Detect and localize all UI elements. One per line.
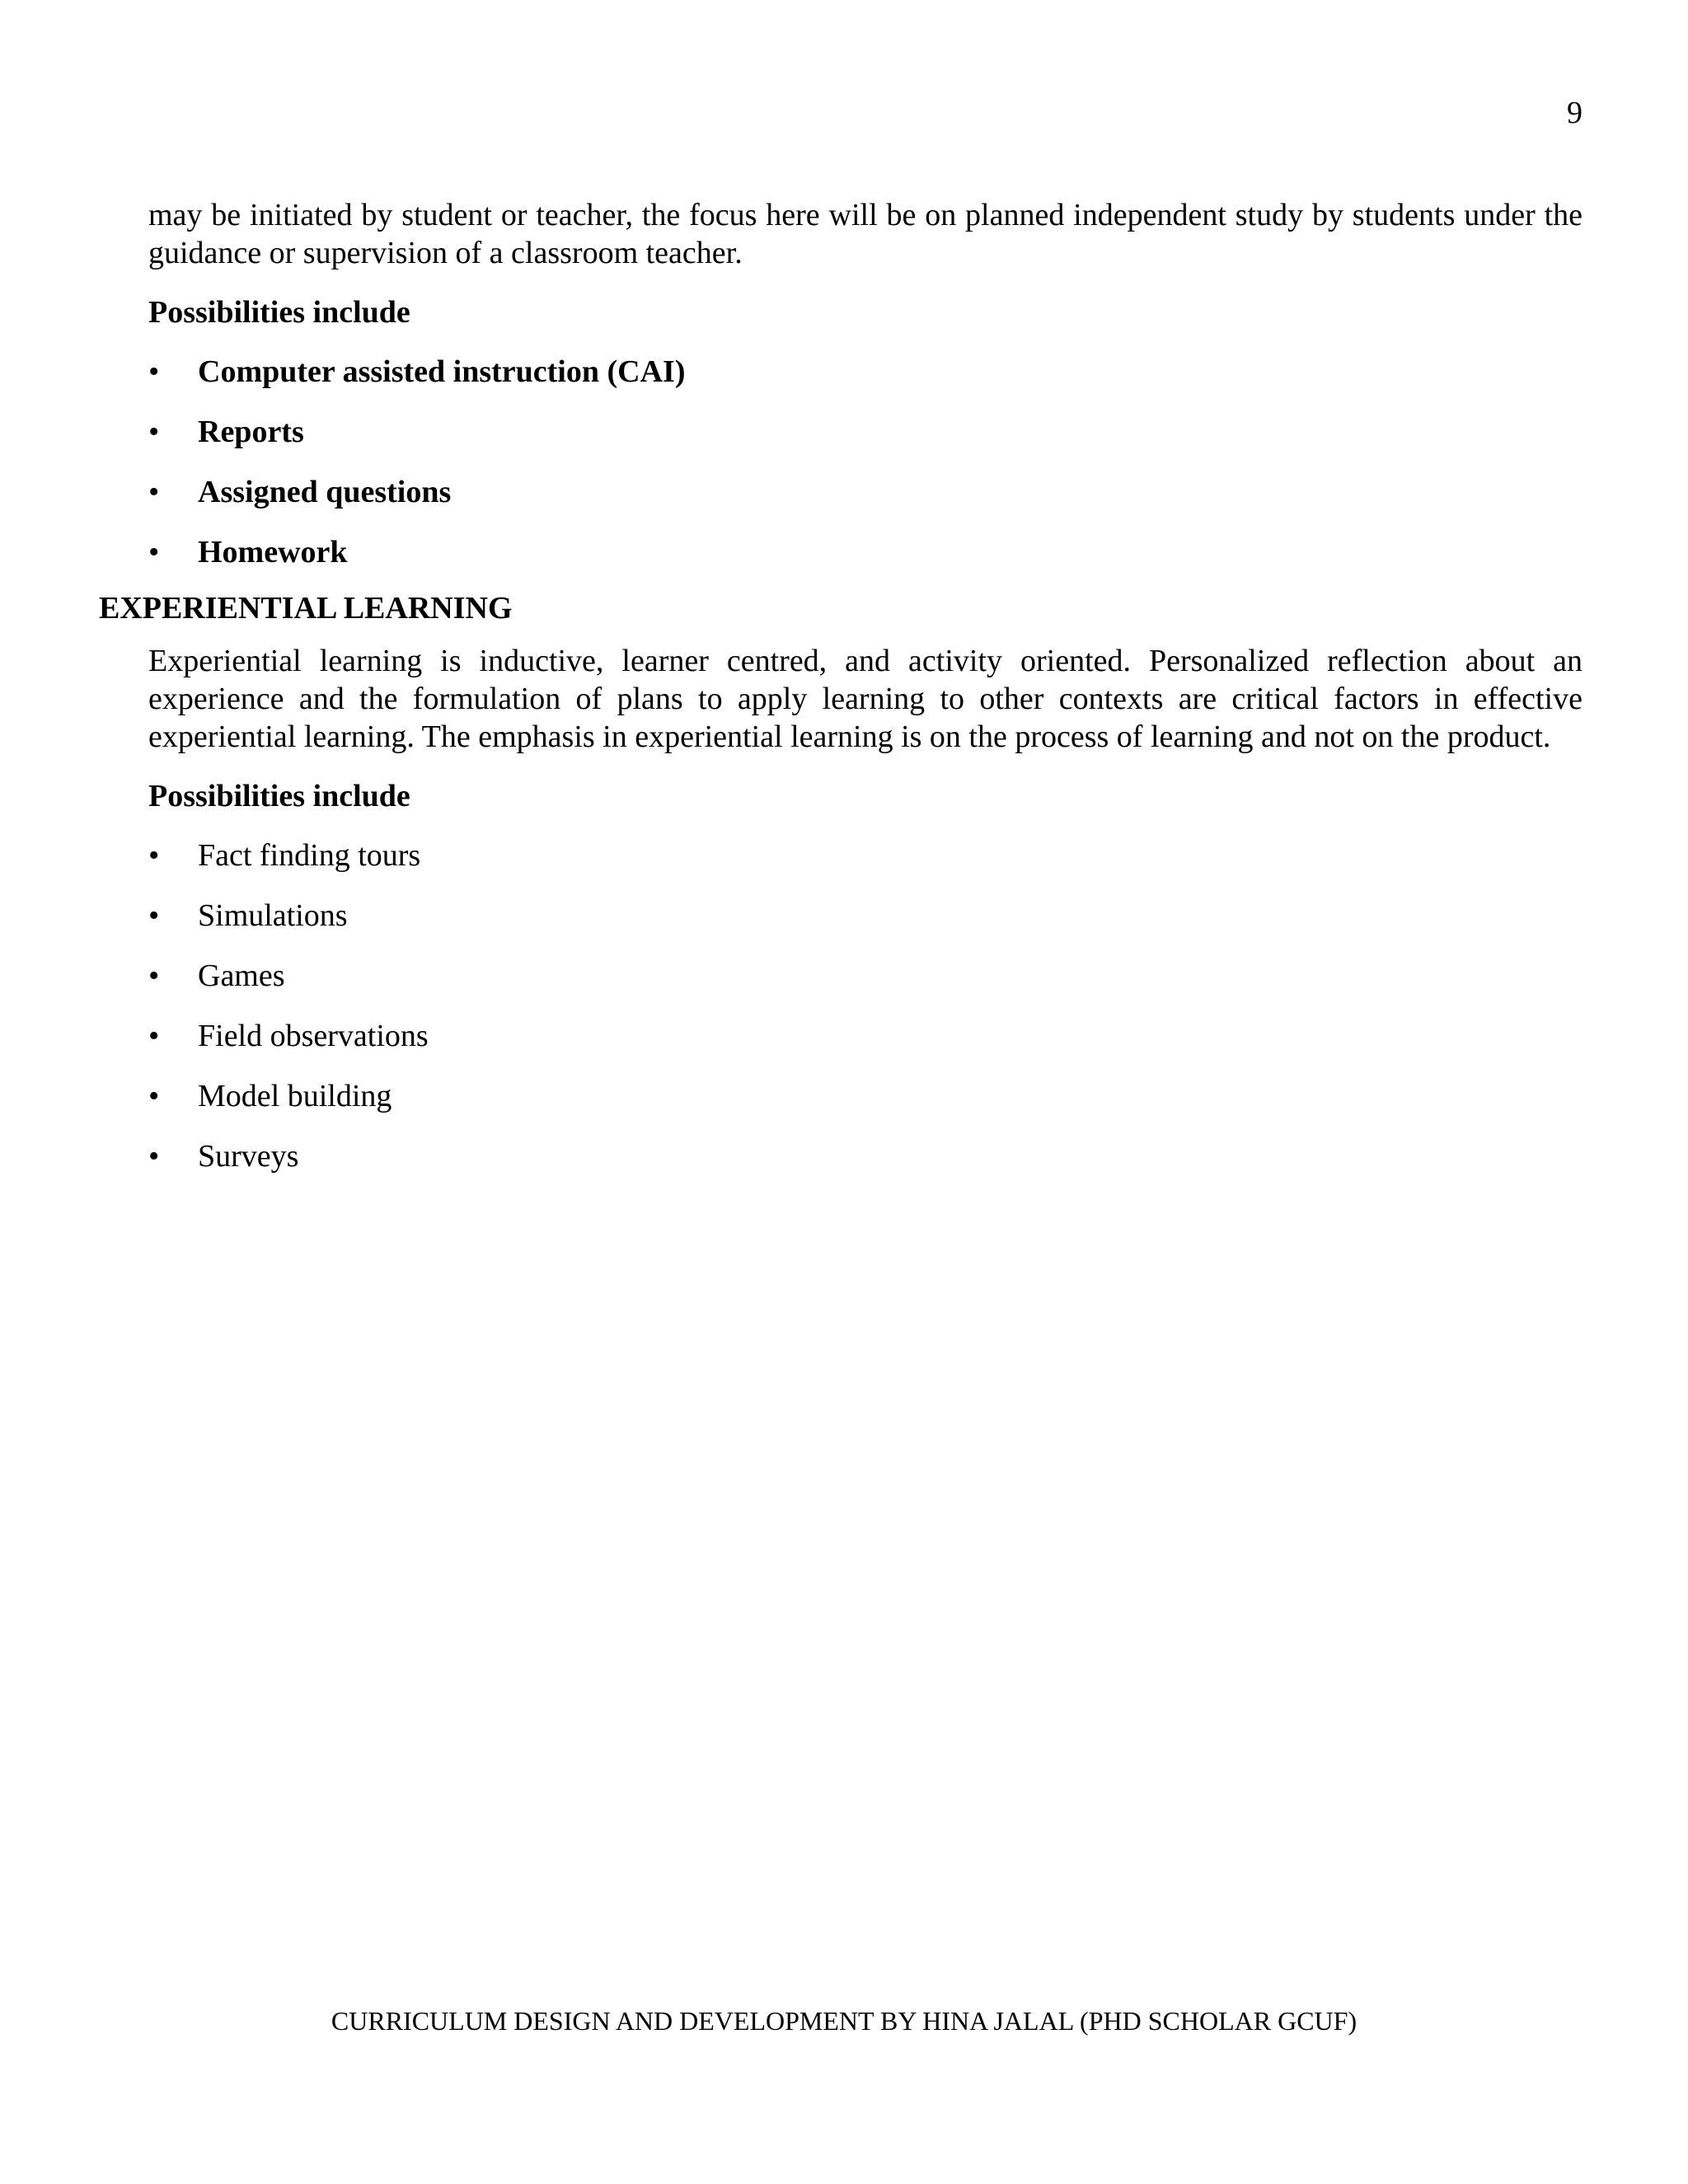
list-item — [148, 897, 1582, 935]
list-item-label: Homework — [198, 535, 348, 569]
bullet-icon: • — [148, 535, 160, 569]
list-item — [148, 353, 1582, 391]
list-item-label: Surveys — [198, 1139, 299, 1174]
bullet-icon: • — [148, 475, 160, 509]
list-item — [148, 1077, 1582, 1115]
intro-possibilities-list — [148, 353, 1582, 571]
bullet-icon: • — [148, 415, 160, 449]
list-item-label: Computer assisted instruction (CAI) — [198, 354, 686, 389]
bullet-icon: • — [148, 838, 160, 873]
list-item-label: Model building — [198, 1079, 392, 1113]
page-number: 9 — [1567, 96, 1582, 130]
list-item — [148, 837, 1582, 874]
experiential-paragraph: Experiential learning is inductive, learner centred, and activity oriented. Personalized reflection about an experience and the formulation of plans to apply learning to other contexts are critical factors in effective experiential learning. The emphasis in experiential learning is on the process of learning and not on the product. — [148, 644, 1582, 754]
bullet-icon: • — [148, 1079, 160, 1113]
list-item-label: Simulations — [198, 898, 348, 933]
bullet-icon: • — [148, 1019, 160, 1053]
list-item — [148, 533, 1582, 571]
bullet-icon: • — [148, 958, 160, 993]
list-item — [148, 1137, 1582, 1175]
list-item-label: Fact finding tours — [198, 838, 421, 873]
list-item-label: Field observations — [198, 1019, 429, 1053]
intro-paragraph: may be initiated by student or teacher, the focus here will be on planned independent study by students under the guidance or supervision of a classroom teacher. — [148, 198, 1582, 270]
list-item — [148, 1017, 1582, 1055]
list-item-label: Assigned questions — [198, 475, 452, 509]
experiential-possibilities-list — [148, 837, 1582, 1175]
page-footer: CURRICULUM DESIGN AND DEVELOPMENT BY HINA JALAL (PHD SCHOLAR GCUF) — [331, 2006, 1357, 2036]
bullet-icon: • — [148, 1139, 160, 1174]
page-content — [99, 196, 1582, 1197]
experiential-possibilities-heading: Possibilities include — [148, 779, 410, 813]
list-item-label: Reports — [198, 415, 304, 449]
bullet-icon: • — [148, 354, 160, 389]
bullet-icon: • — [148, 898, 160, 933]
list-item — [148, 413, 1582, 451]
intro-possibilities-heading: Possibilities include — [148, 295, 410, 330]
list-item — [148, 957, 1582, 995]
list-item-label: Games — [198, 958, 285, 993]
section-heading-experiential-learning: EXPERIENTIAL LEARNING — [99, 591, 513, 626]
list-item — [148, 473, 1582, 511]
